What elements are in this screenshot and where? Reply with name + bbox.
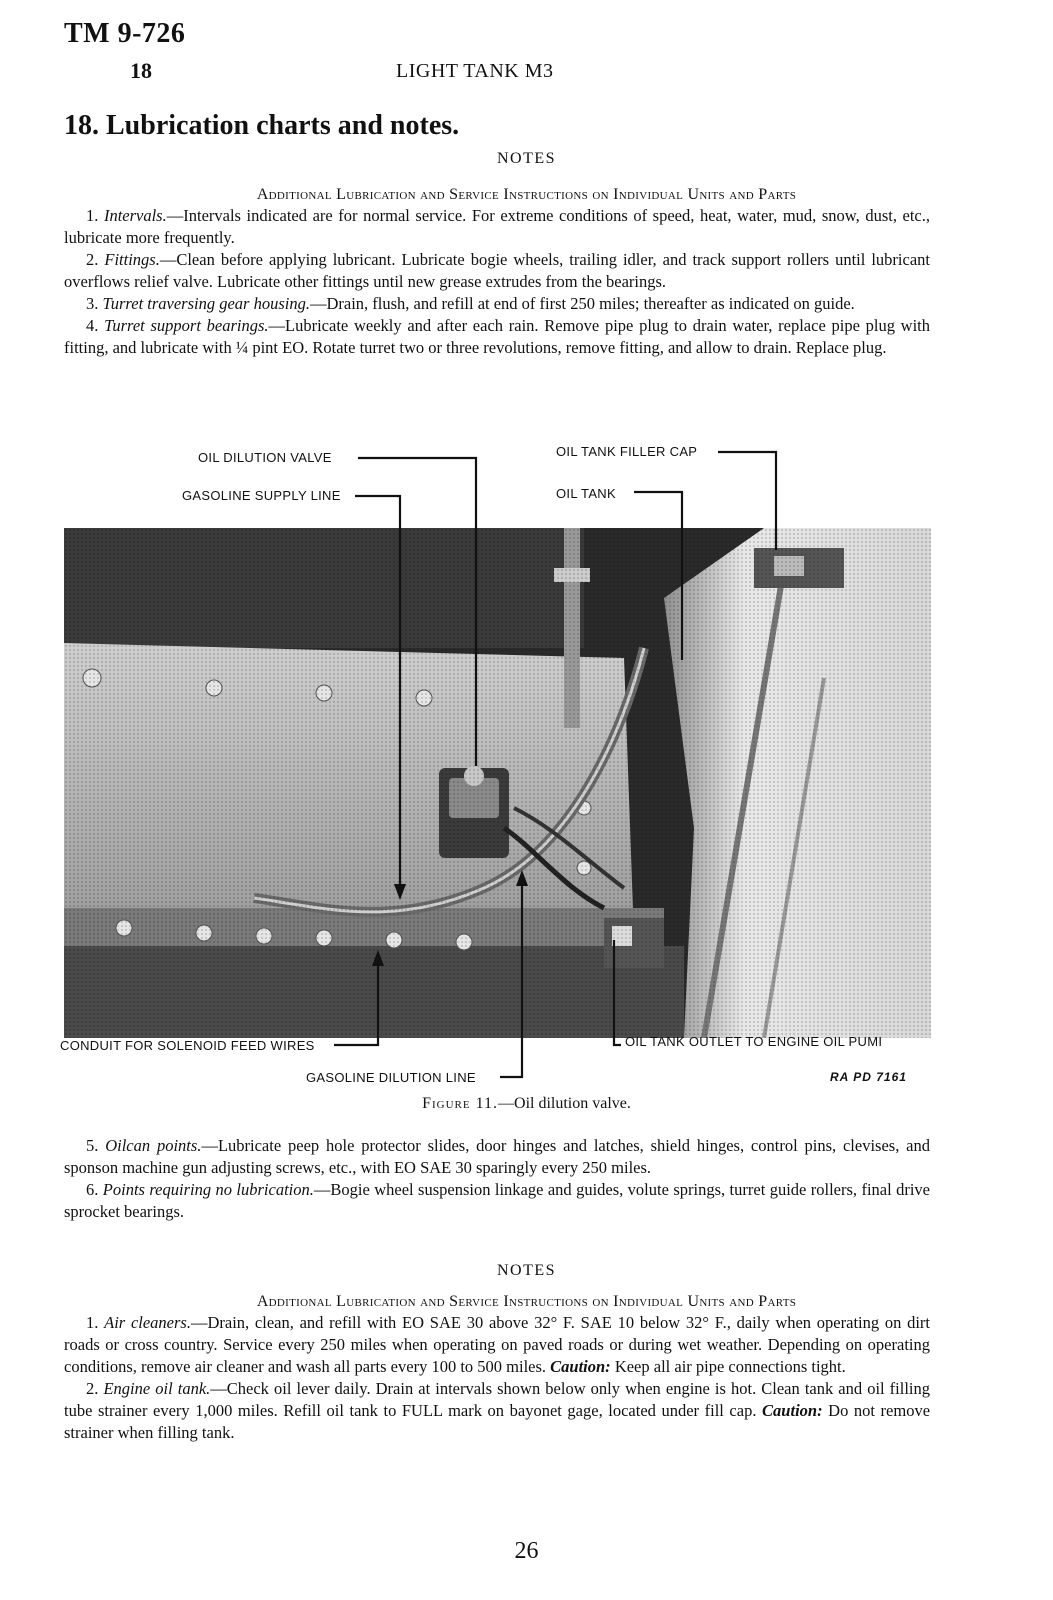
note-text: —Clean before applying lubricant. Lubricate bogie wheels, trailing idler, and track support rollers until lubricant overflows relief valve. Lubricate other fittings until new grease extrudes from the bearings. [64, 250, 930, 291]
notes-subheading: Additional Lubrication and Service Instructions on Individual Units and Parts [256, 186, 797, 203]
callout-oil-tank-filler-cap: OIL TANK FILLER CAP [556, 444, 698, 459]
note-num: 2. [86, 250, 99, 269]
note-title: Turret traversing gear housing. [102, 294, 310, 313]
note-num: 1. [86, 206, 99, 225]
note-item-6 [64, 1179, 930, 1223]
notes-bottom-list [64, 1312, 930, 1444]
callout-oil-tank-outlet: OIL TANK OUTLET TO ENGINE OIL PUMI [625, 1034, 883, 1049]
note-num: 4. [86, 316, 99, 335]
figure-caption-text: —Oil dilution valve. [498, 1095, 631, 1112]
figure-reference-code: RA PD 7161 [830, 1070, 907, 1084]
callout-conduit-solenoid: CONDUIT FOR SOLENOID FEED WIRES [60, 1038, 315, 1053]
note-title: Oilcan points. [105, 1136, 202, 1155]
notes-mid-list [64, 1135, 930, 1223]
note-title: Intervals. [103, 206, 167, 225]
notes-top-list [64, 205, 930, 359]
note-text: —Check oil lever daily. Drain at intervals shown below only when engine is hot. Clean tank and oil filling tube strainer every 1,000 miles. Refill oil tank to FULL mark on bayonet gage, located under fill cap. [64, 1379, 931, 1420]
note-item-1 [64, 205, 930, 249]
section-number: 18 [130, 58, 152, 83]
notes-heading-2: NOTES [496, 1262, 557, 1279]
note-item-3 [64, 293, 930, 315]
note-text: —Drain, flush, and refill at end of first 250 miles; thereafter as indicated on guide. [309, 294, 855, 313]
page-number: 26 [514, 1538, 539, 1564]
note-title: Fittings. [104, 250, 160, 269]
section-title: 18. Lubrication charts and notes. [64, 110, 460, 141]
note-text: —Lubricate weekly and after each rain. Remove pipe plug to drain water, replace pipe plug with fitting, and lubricate with ¼ pint EO. Rotate turret two or three revolutions, remove fitting, and allow to drain. Replace plug. [64, 316, 931, 357]
caution-text: Keep all air pipe connections tight. [610, 1357, 846, 1376]
note-item-engine-oil-tank [64, 1378, 930, 1444]
caution-text: Do not remove strainer when filling tank. [64, 1401, 931, 1442]
note-text: —Bogie wheel suspension linkage and guides, volute springs, turret guide rollers, final drive sprocket bearings. [64, 1180, 931, 1221]
note-item-5 [64, 1135, 930, 1179]
note-text: —Drain, clean, and refill with EO SAE 30 above 32° F. SAE 10 below 32° F., daily when operating on dirt roads or cross country. Service every 250 miles when operating on paved roads or during wet weather. Depending on operating conditions, remove air cleaner and wash all parts every 100 to 500 miles. [64, 1313, 931, 1376]
note-title: Engine oil tank. [103, 1379, 211, 1398]
caution-label: Caution: [762, 1401, 823, 1420]
note-num: 2. [86, 1379, 99, 1398]
tm-number: TM 9-726 [64, 18, 186, 49]
notes-heading: NOTES [496, 150, 557, 167]
notes-subheading-2: Additional Lubrication and Service Instructions on Individual Units and Parts [256, 1293, 797, 1310]
note-num: 3. [86, 294, 99, 313]
note-title: Air cleaners. [104, 1313, 191, 1332]
note-num: 6. [86, 1180, 99, 1199]
running-title: LIGHT TANK M3 [396, 60, 554, 82]
note-text: —Intervals indicated are for normal service. For extreme conditions of speed, heat, water, mud, snow, dust, etc., lubricate more frequently. [64, 206, 931, 247]
note-title: Points requiring no lubrication. [102, 1180, 314, 1199]
caution-label: Caution: [550, 1357, 611, 1376]
note-item-2 [64, 249, 930, 293]
note-num: 1. [86, 1313, 99, 1332]
note-item-4 [64, 315, 930, 359]
figure-caption [0, 1095, 1053, 1113]
callout-gasoline-supply-line: GASOLINE SUPPLY LINE [182, 488, 341, 503]
note-title: Turret support bearings. [104, 316, 269, 335]
note-text: —Lubricate peep hole protector slides, door hinges and latches, shield hinges, control pins, clevises, and sponson machine gun adjusting screws, etc., with EO SAE 30 sparingly every 250 miles. [64, 1136, 930, 1177]
oil-dilution-valve-photo [64, 528, 931, 1038]
figure-label: Figure 11. [422, 1095, 499, 1112]
callout-gasoline-dilution-line: GASOLINE DILUTION LINE [306, 1070, 476, 1085]
callout-oil-dilution-valve: OIL DILUTION VALVE [198, 450, 332, 465]
note-item-air-cleaners [64, 1312, 930, 1378]
callout-oil-tank: OIL TANK [556, 486, 616, 501]
note-num: 5. [86, 1136, 99, 1155]
